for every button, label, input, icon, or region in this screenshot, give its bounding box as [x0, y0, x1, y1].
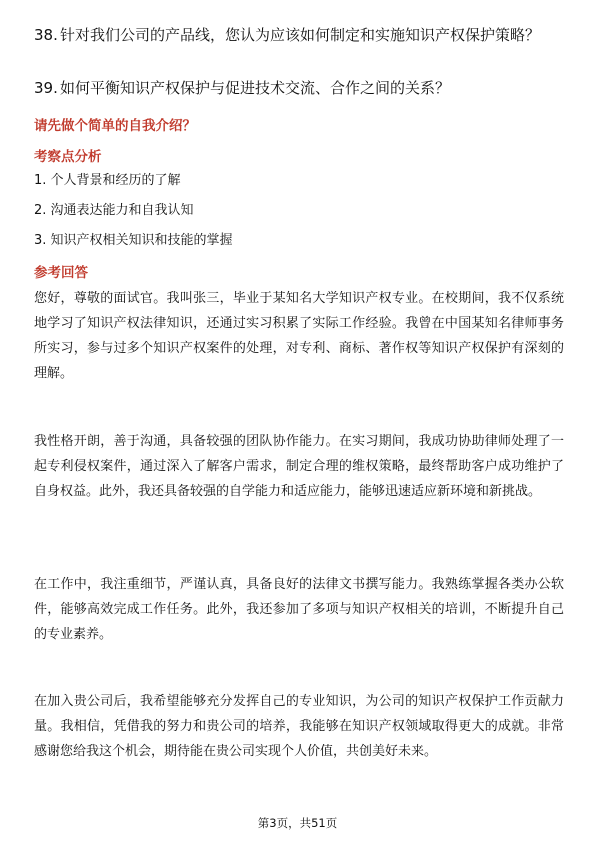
question-38 [34, 24, 564, 46]
answer-paragraph: 在工作中，我注重细节，严谨认真，具备良好的法律文书撰写能力。我熟练掌握各类办公软件，能够高效完成工作任务。此外，我还参加了多项与知识产权相关的培训，不断提升自己的专业素养。 [34, 577, 564, 642]
question-39 [34, 77, 564, 99]
analysis-heading: 考察点分析 [34, 149, 102, 165]
question-text: 针对我们公司的产品线，您认为应该如何制定和实施知识产权保护策略？ [60, 26, 541, 44]
analysis-item: 2. 沟通表达能力和自我认知 [34, 203, 194, 218]
question-text: 如何平衡知识产权保护与促进技术交流、合作之间的关系？ [60, 79, 451, 97]
answer-paragraph: 在加入贵公司后，我希望能够充分发挥自己的专业知识，为公司的知识产权保护工作贡献力量。我相信，凭借我的努力和贵公司的培养，我能够在知识产权领域取得更大的成就。非常感谢您给我这个机会，期待能在贵公司实现个人价值，共创美好未来。 [34, 694, 564, 759]
analysis-item: 1. 个人背景和经历的了解 [34, 173, 181, 188]
page-footer: 第3页，共51页 [257, 816, 338, 830]
answer-heading: 参考回答 [34, 265, 88, 281]
section-title: 请先做个简单的自我介绍？ [34, 118, 196, 134]
question-number: 38. [34, 26, 58, 44]
analysis-item: 3. 知识产权相关知识和技能的掌握 [34, 233, 233, 248]
answer-paragraph: 我性格开朗，善于沟通，具备较强的团队协作能力。在实习期间，我成功协助律师处理了一起专利侵权案件，通过深入了解客户需求，制定合理的维权策略，最终帮助客户成功维护了自身权益。此外，我还具备较强的自学能力和适应能力，能够迅速适应新环境和新挑战。 [34, 434, 564, 499]
answer-paragraph: 您好，尊敬的面试官。我叫张三，毕业于某知名大学知识产权专业。在校期间，我不仅系统地学习了知识产权法律知识，还通过实习积累了实际工作经验。我曾在中国某知名律师事务所实习，参与过多个知识产权案件的处理，对专利、商标、著作权等知识产权保护有深刻的理解。 [34, 291, 564, 381]
question-number: 39. [34, 79, 58, 97]
